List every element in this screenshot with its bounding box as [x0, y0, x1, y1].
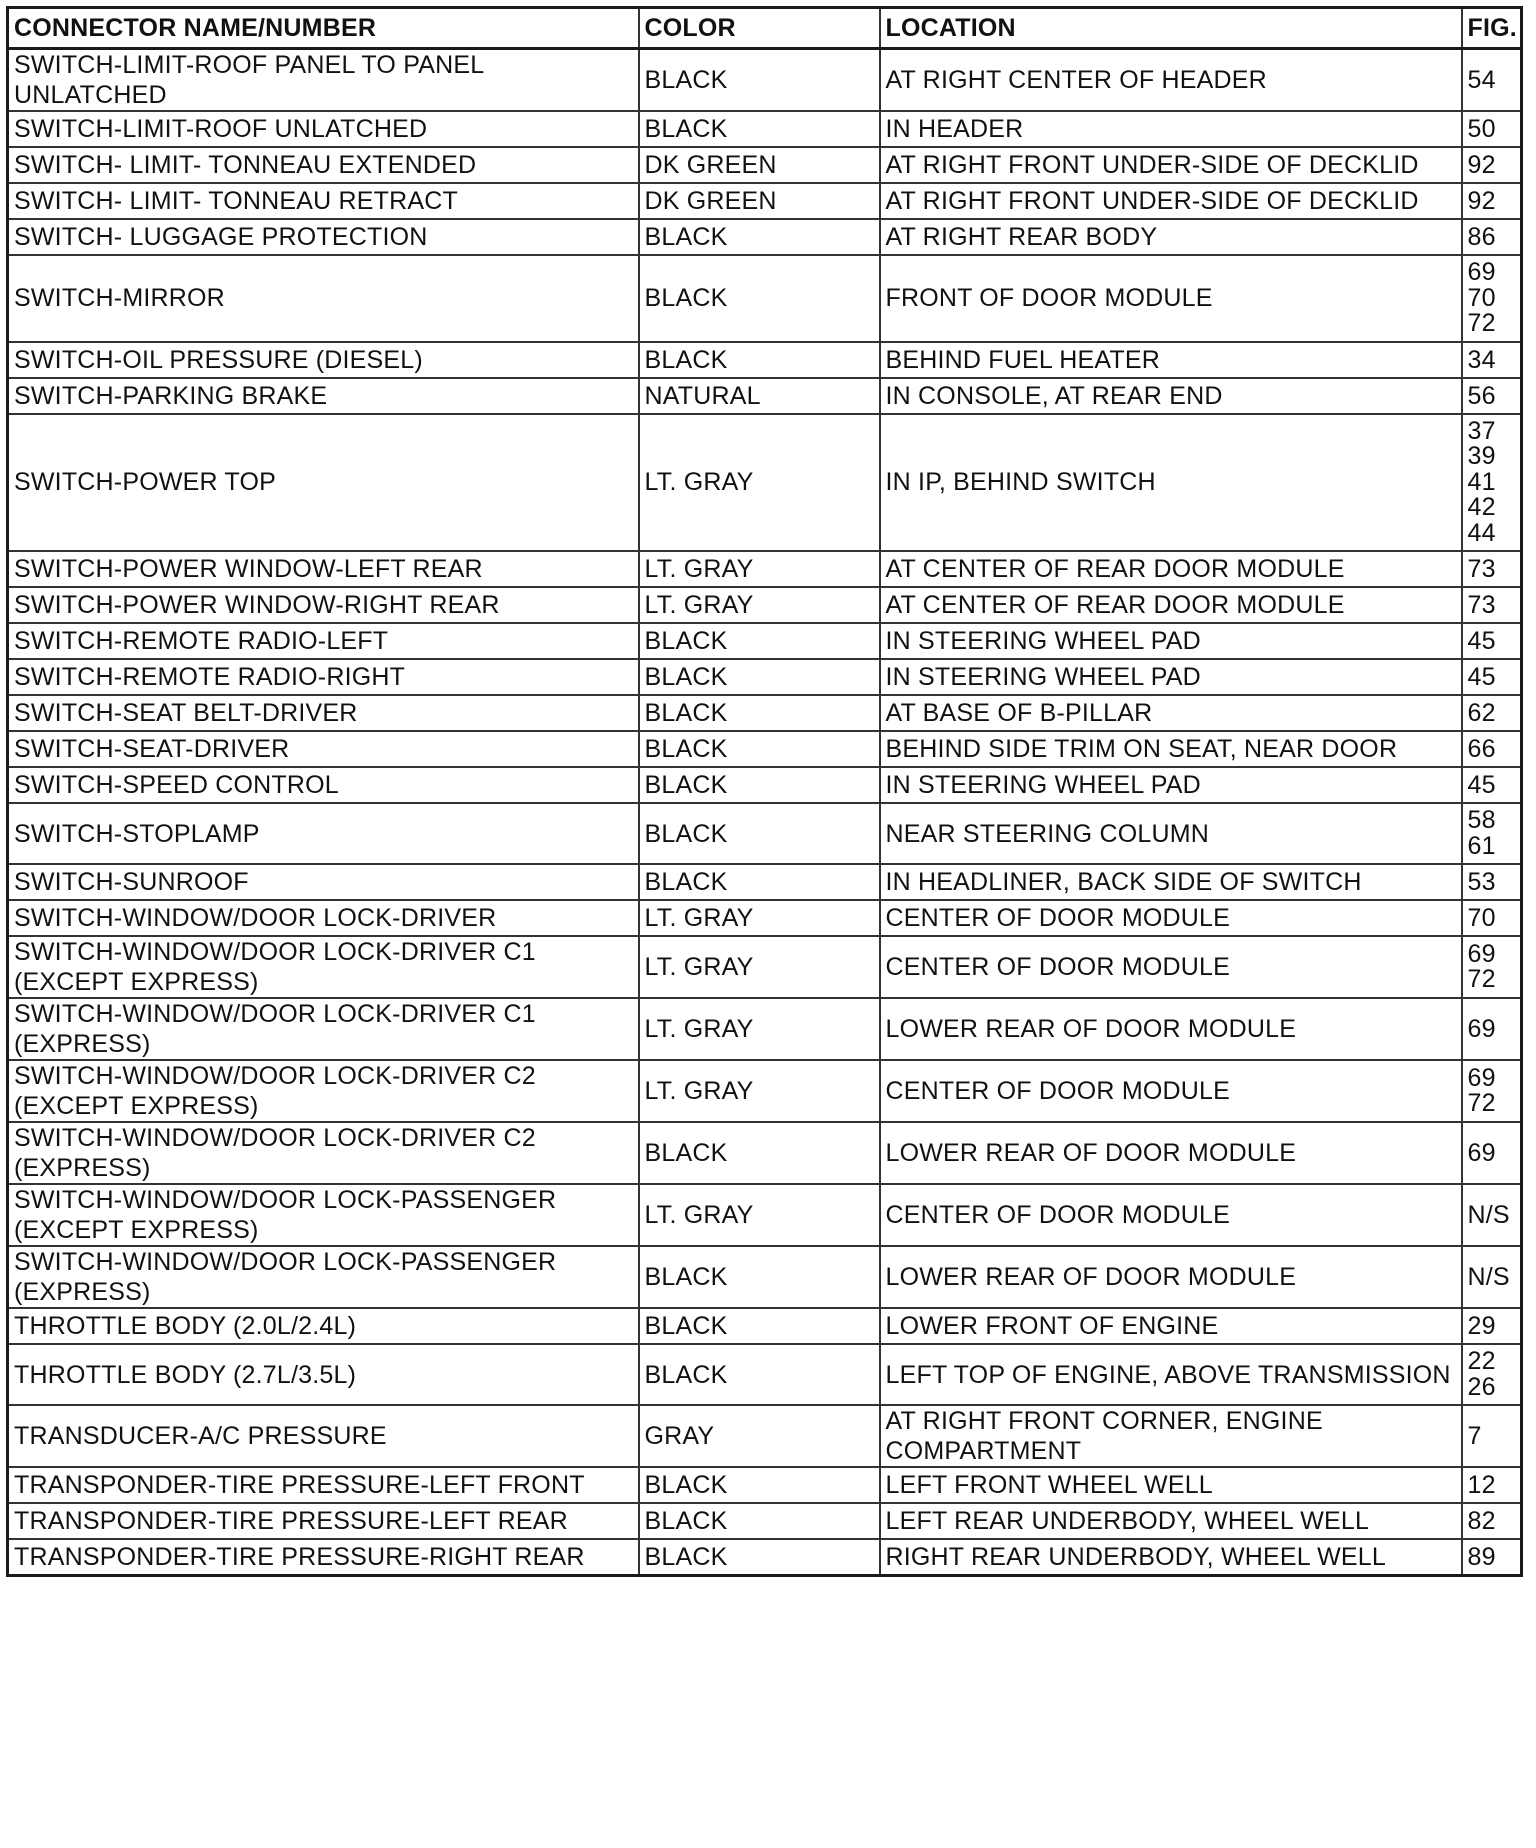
- connector-name-cell: SWITCH-MIRROR: [8, 255, 639, 342]
- connector-fig-cell: [1462, 936, 1522, 998]
- table-row: [8, 219, 1522, 255]
- fig-number: 42: [1467, 493, 1496, 521]
- table-row: [8, 659, 1522, 695]
- connector-location-cell: IN CONSOLE, AT REAR END: [880, 378, 1462, 414]
- connector-location-cell: AT RIGHT CENTER OF HEADER: [880, 49, 1462, 112]
- connector-color-cell: BLACK: [639, 1539, 880, 1575]
- connector-fig-cell: [1462, 1184, 1522, 1246]
- fig-number: 58: [1467, 806, 1496, 834]
- fig-number: 66: [1467, 735, 1496, 763]
- table-row: [8, 49, 1522, 112]
- fig-number: 45: [1467, 627, 1496, 655]
- connector-name-cell: SWITCH-SEAT-DRIVER: [8, 731, 639, 767]
- table-row: [8, 803, 1522, 864]
- fig-number: 53: [1467, 868, 1496, 896]
- connector-location-cell: NEAR STEERING COLUMN: [880, 803, 1462, 864]
- table-row: [8, 864, 1522, 900]
- fig-number: 72: [1467, 309, 1496, 337]
- connector-location-cell: LOWER FRONT OF ENGINE: [880, 1308, 1462, 1344]
- connector-location-cell: IN IP, BEHIND SWITCH: [880, 414, 1462, 552]
- table-row: [8, 587, 1522, 623]
- table-row: [8, 414, 1522, 552]
- connector-fig-cell: [1462, 623, 1522, 659]
- fig-number: 73: [1467, 591, 1496, 619]
- connector-name-cell: SWITCH- LIMIT- TONNEAU RETRACT: [8, 183, 639, 219]
- connector-location-cell: AT RIGHT REAR BODY: [880, 219, 1462, 255]
- fig-number: 70: [1467, 283, 1496, 312]
- connector-name-cell: TRANSDUCER-A/C PRESSURE: [8, 1405, 639, 1467]
- connector-name-cell: SWITCH-WINDOW/DOOR LOCK-DRIVER C2 (EXPRESS): [8, 1122, 639, 1184]
- connector-color-cell: BLACK: [639, 623, 880, 659]
- connector-fig-cell: [1462, 219, 1522, 255]
- connector-fig-cell: [1462, 695, 1522, 731]
- table-row: [8, 255, 1522, 342]
- connector-color-cell: BLACK: [639, 1344, 880, 1405]
- connector-fig-cell: [1462, 1344, 1522, 1405]
- connector-location-cell: IN STEERING WHEEL PAD: [880, 767, 1462, 803]
- connector-name-cell: SWITCH-SUNROOF: [8, 864, 639, 900]
- fig-number: 45: [1467, 663, 1496, 691]
- connector-color-cell: BLACK: [639, 803, 880, 864]
- fig-number: 86: [1467, 223, 1496, 251]
- connector-location-cell: RIGHT REAR UNDERBODY, WHEEL WELL: [880, 1539, 1462, 1575]
- table-row: [8, 1122, 1522, 1184]
- connector-color-cell: LT. GRAY: [639, 1184, 880, 1246]
- connector-color-cell: GRAY: [639, 1405, 880, 1467]
- connector-color-cell: NATURAL: [639, 378, 880, 414]
- table-row: [8, 900, 1522, 936]
- connector-color-cell: LT. GRAY: [639, 551, 880, 587]
- table-row: [8, 1503, 1522, 1539]
- fig-number: 50: [1467, 115, 1496, 143]
- table-row: [8, 378, 1522, 414]
- fig-number: 45: [1467, 771, 1496, 799]
- connector-fig-cell: [1462, 1405, 1522, 1467]
- connector-color-cell: BLACK: [639, 1122, 880, 1184]
- connector-name-cell: TRANSPONDER-TIRE PRESSURE-RIGHT REAR: [8, 1539, 639, 1575]
- connector-location-cell: AT RIGHT FRONT UNDER-SIDE OF DECKLID: [880, 183, 1462, 219]
- connector-name-cell: SWITCH-STOPLAMP: [8, 803, 639, 864]
- connector-name-cell: SWITCH-SPEED CONTROL: [8, 767, 639, 803]
- table-row: [8, 695, 1522, 731]
- connector-color-cell: LT. GRAY: [639, 900, 880, 936]
- connector-location-cell: CENTER OF DOOR MODULE: [880, 1060, 1462, 1122]
- connector-fig-cell: [1462, 1539, 1522, 1575]
- connector-location-cell: LOWER REAR OF DOOR MODULE: [880, 1246, 1462, 1308]
- fig-number: 56: [1467, 381, 1496, 410]
- connector-color-cell: BLACK: [639, 767, 880, 803]
- connector-color-cell: LT. GRAY: [639, 587, 880, 623]
- connector-name-cell: SWITCH-PARKING BRAKE: [8, 378, 639, 414]
- table-row: [8, 1539, 1522, 1575]
- header-color: COLOR: [639, 8, 880, 49]
- fig-number: 29: [1467, 1312, 1496, 1340]
- connector-location-cell: CENTER OF DOOR MODULE: [880, 936, 1462, 998]
- connector-fig-cell: [1462, 998, 1522, 1060]
- connector-name-cell: THROTTLE BODY (2.0L/2.4L): [8, 1308, 639, 1344]
- fig-number: 69: [1467, 1015, 1496, 1043]
- table-header-row: [8, 8, 1522, 49]
- connector-color-cell: BLACK: [639, 695, 880, 731]
- fig-number: 22: [1467, 1347, 1496, 1375]
- fig-number: 37: [1467, 416, 1496, 445]
- connector-fig-cell: [1462, 587, 1522, 623]
- connector-color-cell: BLACK: [639, 1246, 880, 1308]
- table-row: [8, 147, 1522, 183]
- connector-location-cell: AT RIGHT FRONT CORNER, ENGINE COMPARTMENT: [880, 1405, 1462, 1467]
- connector-location-cell: IN HEADLINER, BACK SIDE OF SWITCH: [880, 864, 1462, 900]
- table-row: [8, 936, 1522, 998]
- connector-fig-cell: [1462, 49, 1522, 112]
- connector-fig-cell: [1462, 1308, 1522, 1344]
- connector-fig-cell: [1462, 731, 1522, 767]
- connector-color-cell: BLACK: [639, 1467, 880, 1503]
- connector-fig-cell: [1462, 551, 1522, 587]
- fig-number: 69: [1467, 1063, 1496, 1092]
- connector-name-cell: TRANSPONDER-TIRE PRESSURE-LEFT FRONT: [8, 1467, 639, 1503]
- table-body: [8, 49, 1522, 1576]
- table-row: [8, 1060, 1522, 1122]
- connector-color-cell: BLACK: [639, 219, 880, 255]
- connector-fig-cell: [1462, 1122, 1522, 1184]
- fig-number: 72: [1467, 1089, 1496, 1117]
- fig-number: N/S: [1467, 1263, 1510, 1291]
- connector-name-cell: SWITCH-WINDOW/DOOR LOCK-DRIVER: [8, 900, 639, 936]
- connector-name-cell: SWITCH-OIL PRESSURE (DIESEL): [8, 342, 639, 378]
- connector-color-cell: LT. GRAY: [639, 998, 880, 1060]
- connector-name-cell: SWITCH-WINDOW/DOOR LOCK-PASSENGER (EXPRESS): [8, 1246, 639, 1308]
- fig-number: 69: [1467, 939, 1496, 968]
- connector-name-cell: SWITCH-REMOTE RADIO-LEFT: [8, 623, 639, 659]
- connector-name-cell: SWITCH- LUGGAGE PROTECTION: [8, 219, 639, 255]
- table-row: [8, 767, 1522, 803]
- connector-location-cell: CENTER OF DOOR MODULE: [880, 900, 1462, 936]
- connector-name-cell: SWITCH-POWER WINDOW-RIGHT REAR: [8, 587, 639, 623]
- connector-location-cell: AT CENTER OF REAR DOOR MODULE: [880, 587, 1462, 623]
- connector-color-cell: DK GREEN: [639, 147, 880, 183]
- connector-fig-cell: [1462, 803, 1522, 864]
- header-connector-name: CONNECTOR NAME/NUMBER: [8, 8, 639, 49]
- fig-number: 62: [1467, 699, 1496, 727]
- fig-number: 82: [1467, 1507, 1496, 1535]
- connector-location-cell: LOWER REAR OF DOOR MODULE: [880, 1122, 1462, 1184]
- fig-number: 7: [1467, 1422, 1482, 1450]
- connector-fig-cell: [1462, 414, 1522, 552]
- connector-location-cell: FRONT OF DOOR MODULE: [880, 255, 1462, 342]
- connector-name-cell: SWITCH-WINDOW/DOOR LOCK-PASSENGER (EXCEPT EXPRESS): [8, 1184, 639, 1246]
- connector-locator-table: [6, 6, 1523, 1577]
- connector-name-cell: SWITCH-WINDOW/DOOR LOCK-DRIVER C1 (EXPRESS): [8, 998, 639, 1060]
- fig-number: 12: [1467, 1471, 1496, 1499]
- connector-location-cell: AT RIGHT FRONT UNDER-SIDE OF DECKLID: [880, 147, 1462, 183]
- connector-location-cell: LOWER REAR OF DOOR MODULE: [880, 998, 1462, 1060]
- connector-name-cell: THROTTLE BODY (2.7L/3.5L): [8, 1344, 639, 1405]
- header-location: LOCATION: [880, 8, 1462, 49]
- table-row: [8, 1405, 1522, 1467]
- table-row: [8, 998, 1522, 1060]
- connector-fig-cell: [1462, 659, 1522, 695]
- fig-number: 70: [1467, 904, 1496, 932]
- connector-fig-cell: [1462, 1060, 1522, 1122]
- table-row: [8, 183, 1522, 219]
- connector-color-cell: BLACK: [639, 659, 880, 695]
- connector-fig-cell: [1462, 767, 1522, 803]
- connector-location-cell: IN STEERING WHEEL PAD: [880, 623, 1462, 659]
- connector-name-cell: SWITCH-LIMIT-ROOF PANEL TO PANEL UNLATCHED: [8, 49, 639, 112]
- fig-number: 44: [1467, 518, 1496, 547]
- connector-fig-cell: [1462, 111, 1522, 147]
- fig-number: 72: [1467, 965, 1496, 993]
- fig-number: 89: [1467, 1542, 1496, 1571]
- connector-location-cell: LEFT TOP OF ENGINE, ABOVE TRANSMISSION: [880, 1344, 1462, 1405]
- connector-location-cell: BEHIND SIDE TRIM ON SEAT, NEAR DOOR: [880, 731, 1462, 767]
- connector-color-cell: LT. GRAY: [639, 1060, 880, 1122]
- connector-fig-cell: [1462, 1503, 1522, 1539]
- fig-number: 73: [1467, 555, 1496, 583]
- connector-name-cell: TRANSPONDER-TIRE PRESSURE-LEFT REAR: [8, 1503, 639, 1539]
- connector-name-cell: SWITCH-WINDOW/DOOR LOCK-DRIVER C2 (EXCEPT EXPRESS): [8, 1060, 639, 1122]
- fig-number: 69: [1467, 1139, 1496, 1167]
- connector-fig-cell: [1462, 1246, 1522, 1308]
- connector-location-cell: AT CENTER OF REAR DOOR MODULE: [880, 551, 1462, 587]
- connector-location-cell: BEHIND FUEL HEATER: [880, 342, 1462, 378]
- table-row: [8, 1246, 1522, 1308]
- connector-name-cell: SWITCH-REMOTE RADIO-RIGHT: [8, 659, 639, 695]
- table-row: [8, 1467, 1522, 1503]
- connector-location-cell: IN STEERING WHEEL PAD: [880, 659, 1462, 695]
- table-row: [8, 1344, 1522, 1405]
- connector-location-cell: LEFT REAR UNDERBODY, WHEEL WELL: [880, 1503, 1462, 1539]
- connector-fig-cell: [1462, 378, 1522, 414]
- connector-fig-cell: [1462, 342, 1522, 378]
- fig-number: 61: [1467, 831, 1496, 860]
- connector-color-cell: LT. GRAY: [639, 936, 880, 998]
- connector-color-cell: BLACK: [639, 1503, 880, 1539]
- table-row: [8, 342, 1522, 378]
- table-row: [8, 1184, 1522, 1246]
- connector-fig-cell: [1462, 1467, 1522, 1503]
- fig-number: 92: [1467, 187, 1496, 215]
- connector-name-cell: SWITCH- LIMIT- TONNEAU EXTENDED: [8, 147, 639, 183]
- connector-fig-cell: [1462, 147, 1522, 183]
- connector-color-cell: LT. GRAY: [639, 414, 880, 552]
- table-row: [8, 731, 1522, 767]
- table-row: [8, 1308, 1522, 1344]
- table-row: [8, 551, 1522, 587]
- connector-location-cell: LEFT FRONT WHEEL WELL: [880, 1467, 1462, 1503]
- fig-number: 54: [1467, 66, 1496, 94]
- connector-location-cell: AT BASE OF B-PILLAR: [880, 695, 1462, 731]
- connector-color-cell: BLACK: [639, 864, 880, 900]
- table-row: [8, 623, 1522, 659]
- connector-color-cell: BLACK: [639, 49, 880, 112]
- fig-number: 39: [1467, 442, 1496, 470]
- connector-fig-cell: [1462, 900, 1522, 936]
- connector-location-cell: CENTER OF DOOR MODULE: [880, 1184, 1462, 1246]
- connector-color-cell: BLACK: [639, 1308, 880, 1344]
- connector-name-cell: SWITCH-WINDOW/DOOR LOCK-DRIVER C1 (EXCEPT EXPRESS): [8, 936, 639, 998]
- connector-name-cell: SWITCH-POWER WINDOW-LEFT REAR: [8, 551, 639, 587]
- connector-fig-cell: [1462, 183, 1522, 219]
- header-fig: FIG.: [1462, 8, 1522, 49]
- connector-color-cell: BLACK: [639, 342, 880, 378]
- connector-location-cell: IN HEADER: [880, 111, 1462, 147]
- connector-color-cell: DK GREEN: [639, 183, 880, 219]
- connector-name-cell: SWITCH-SEAT BELT-DRIVER: [8, 695, 639, 731]
- connector-color-cell: BLACK: [639, 731, 880, 767]
- table-row: [8, 111, 1522, 147]
- connector-fig-cell: [1462, 255, 1522, 342]
- fig-number: 69: [1467, 258, 1496, 286]
- fig-number: 34: [1467, 345, 1496, 374]
- fig-number: 92: [1467, 151, 1496, 179]
- connector-color-cell: BLACK: [639, 255, 880, 342]
- connector-color-cell: BLACK: [639, 111, 880, 147]
- fig-number: N/S: [1467, 1201, 1510, 1229]
- connector-fig-cell: [1462, 864, 1522, 900]
- connector-name-cell: SWITCH-LIMIT-ROOF UNLATCHED: [8, 111, 639, 147]
- fig-number: 41: [1467, 467, 1496, 496]
- connector-name-cell: SWITCH-POWER TOP: [8, 414, 639, 552]
- fig-number: 26: [1467, 1372, 1496, 1401]
